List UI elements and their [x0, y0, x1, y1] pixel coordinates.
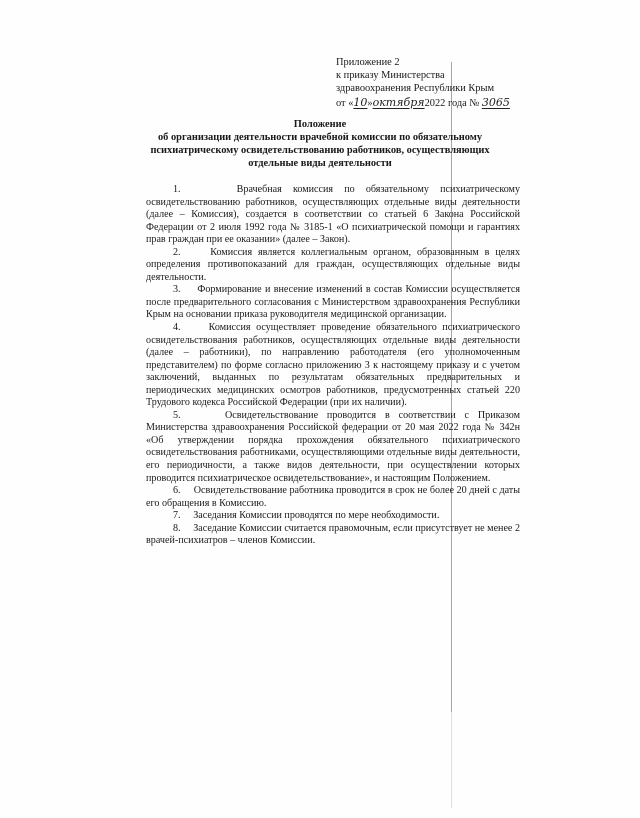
scan-fold-line-faint	[451, 712, 452, 808]
document-title	[100, 118, 540, 170]
paragraph-7: 7. Заседания Комиссии проводятся по мере необходимости.	[173, 510, 440, 522]
title-line-1: Положение	[293, 119, 347, 130]
paragraph-2: 2. Комиссия является коллегиальным органом, образованным в целях определения противопоказаний для граждан, осуществляющих отдельные виды деятельности.	[146, 246, 520, 283]
date-prefix: от «	[336, 97, 354, 109]
paragraph-5: 5. Освидетельствование проводится в соответствии с Приказом Министерства здравоохранения Российской федерации от 20 мая 2022 года № 342н «Об утверждении порядка прохождения обязательного психиатрического освидетельствования работниками, осуществляющими отдельные виды деятельности, его периодичности, а также видов деятельности, при осуществлении которых проводится психиатрическое освидетельствование», и настоящим Положением.	[146, 409, 520, 484]
paragraph-4: 4. Комиссия осуществляет проведение обязательного психиатрического освидетельствования работников, осуществляющих отдельные виды деятельности (далее – работники), по направлению работодателя (его уполномоченным представителем) по форме согласно приложению 3 к настоящему приказу и с учетом заключений, выданных по результатам обязательных предварительных и периодических медицинских осмотров работников, предусмотренных статьей 220 Трудового кодекса Российской Федерации (при их наличии).	[146, 322, 520, 409]
paragraph-1: 1. Врачебная комиссия по обязательному психиатрическому освидетельствованию работников, осуществляющих отдельные виды деятельности (далее – Комиссия), создается в соответствии со статьей 6 Закона Российской Федерации от 2 июля 1992 года № 3185-1 «О психиатрической помощи и гарантиях прав граждан при ее оказании» (далее – Закон).	[146, 184, 520, 246]
appendix-line-1: Приложение 2	[336, 57, 400, 68]
title-line-3: психиатрическому освидетельствованию работников, осуществляющих	[150, 145, 490, 156]
title-line-4: отдельные виды деятельности	[248, 158, 392, 169]
appendix-header	[336, 56, 566, 110]
date-separator: »	[367, 97, 373, 109]
appendix-line-2: к приказу Министерства	[336, 70, 445, 82]
date-day-handwritten: 10	[353, 95, 368, 109]
title-line-2: об организации деятельности врачебной комиссии по обязательному	[157, 132, 483, 143]
paragraph-6: 6. Освидетельствование работника проводится в срок не более 20 дней с даты его обращения в Комиссию.	[146, 485, 520, 509]
appendix-line-3: здравоохранения Республики Крым	[336, 83, 495, 95]
date-year: 2022 года №	[424, 97, 480, 109]
paragraph-3: 3. Формирование и внесение изменений в состав Комиссии осуществляется после предварительного согласования с Министерством здравоохранения Республики Крым на основании приказа руководителя медицинской организации.	[146, 284, 520, 321]
date-month-handwritten: октября	[372, 95, 425, 109]
paragraph-8: 8. Заседание Комиссии считается правомочным, если присутствует не менее 2 врачей-психиатров – членов Комиссии.	[146, 522, 520, 547]
order-number-handwritten: 3065	[481, 95, 510, 109]
document-body	[146, 184, 520, 548]
appendix-date-line	[336, 96, 566, 110]
